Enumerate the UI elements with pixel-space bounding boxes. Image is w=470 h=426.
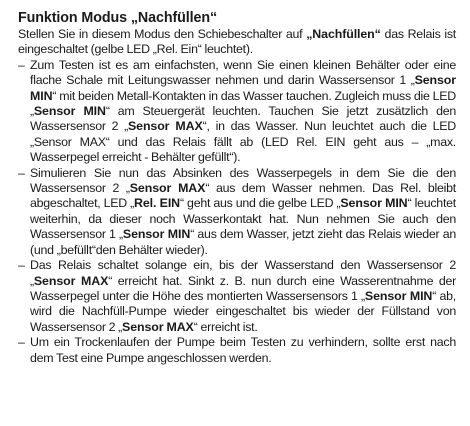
list-item-test-setup — [18, 58, 456, 166]
list-item-text: “ aus dem Wasser nehmen. Das Rel. bleibt abgeschaltet, LED „ — [30, 181, 456, 211]
bold-sensor-min: Sensor MIN — [364, 288, 433, 303]
bold-sensor-max: Sensor MAX — [33, 273, 109, 288]
list-item-text: “ erreicht ist. — [193, 319, 258, 334]
bold-sensor-max: Sensor MAX — [122, 319, 194, 334]
list-item-text: “ am Steuergerät leuchten. Tauchen Sie jetzt zusätzlich den Wassersensor 2 „ — [30, 104, 456, 134]
bullet-dash: – — [18, 335, 25, 350]
bold-sensor-max: Sensor MAX — [129, 181, 206, 196]
list-item-simulate-drop — [18, 166, 456, 258]
intro-text: Stellen Sie in diesem Modus den Schiebeschalter auf — [18, 27, 307, 41]
intro-bold-nachfuellen: „Nachfüllen“ — [306, 27, 381, 41]
instruction-list — [18, 58, 456, 366]
bold-sensor-min: Sensor MIN — [340, 196, 408, 211]
document-page — [18, 10, 456, 366]
intro-text: das Relais ist eingeschaltet (gelbe LED „Rel. Ein“ leuchtet). — [18, 27, 456, 57]
list-item-text: “ ab, wird die Nachfüll-Pumpe wieder eingeschaltet bis wieder der Füllstand von Wassersensor 2 „ — [30, 288, 456, 334]
list-item-text: Das Relais schaltet solange ein, bis der Wasserstand den Wassersensor 2 „ — [30, 258, 456, 288]
intro-paragraph — [18, 27, 456, 58]
list-item-relay-behavior — [18, 258, 456, 335]
bullet-dash: – — [18, 57, 25, 72]
section-heading: Funktion Modus „Nachfüllen“ — [18, 10, 218, 26]
list-item-text: “ leuchtet weiterhin, da dieser noch Wasserkontakt hat. Nun nehmen Sie auch den Wassersensor 1 „ — [30, 196, 456, 242]
bullet-dash: – — [18, 165, 25, 180]
list-item-text: Um ein Trockenlaufen der Pumpe beim Testen zu verhindern, sollte erst nach dem Test eine Pumpe angeschlossen werden. — [30, 335, 456, 365]
bold-sensor-min: Sensor MIN — [33, 104, 106, 119]
list-item-text: Simulieren Sie nun das Absinken des Wasserpegels in dem Sie die den Wassersensor 2 „ — [30, 165, 456, 196]
list-item-text: “, in das Wasser. Nun leuchtet auch die LED „Sensor MAX“ und das Relais fällt ab (LED Rel. EIN geht aus – „max. Wasserpegel erreicht - Behälter gefüllt“). — [30, 119, 456, 165]
bold-sensor-min: Sensor MIN — [30, 73, 456, 103]
bold-rel-ein: Rel. EIN — [134, 196, 181, 211]
list-item-pump-warning — [18, 335, 456, 366]
list-item-text: “ geht aus und die gelbe LED „ — [180, 196, 341, 211]
list-item-text: “ mit beiden Metall-Kontakten in das Wasser tauchen. Zugleich muss die LED „ — [30, 88, 456, 119]
bullet-dash: – — [18, 258, 25, 273]
bold-sensor-max: Sensor MAX — [127, 119, 203, 134]
bold-sensor-min: Sensor MIN — [122, 227, 191, 242]
list-item-text: “ aus dem Wasser, jetzt zieht das Relais wieder an (und „befüllt“den Behälter wieder). — [30, 227, 456, 257]
list-item-text: “ erreicht hat. Sinkt z. B. nun durch eine Wasserentnahme der Wasserpegel unter die Höhe des montierten Wassersensors 1 „ — [30, 273, 456, 303]
list-item-text: Zum Testen ist es am einfachsten, wenn Sie einen kleinen Behälter oder eine flache Schale mit Leitungswasser nehmen und darin Wassersensor 1 „ — [30, 57, 456, 88]
